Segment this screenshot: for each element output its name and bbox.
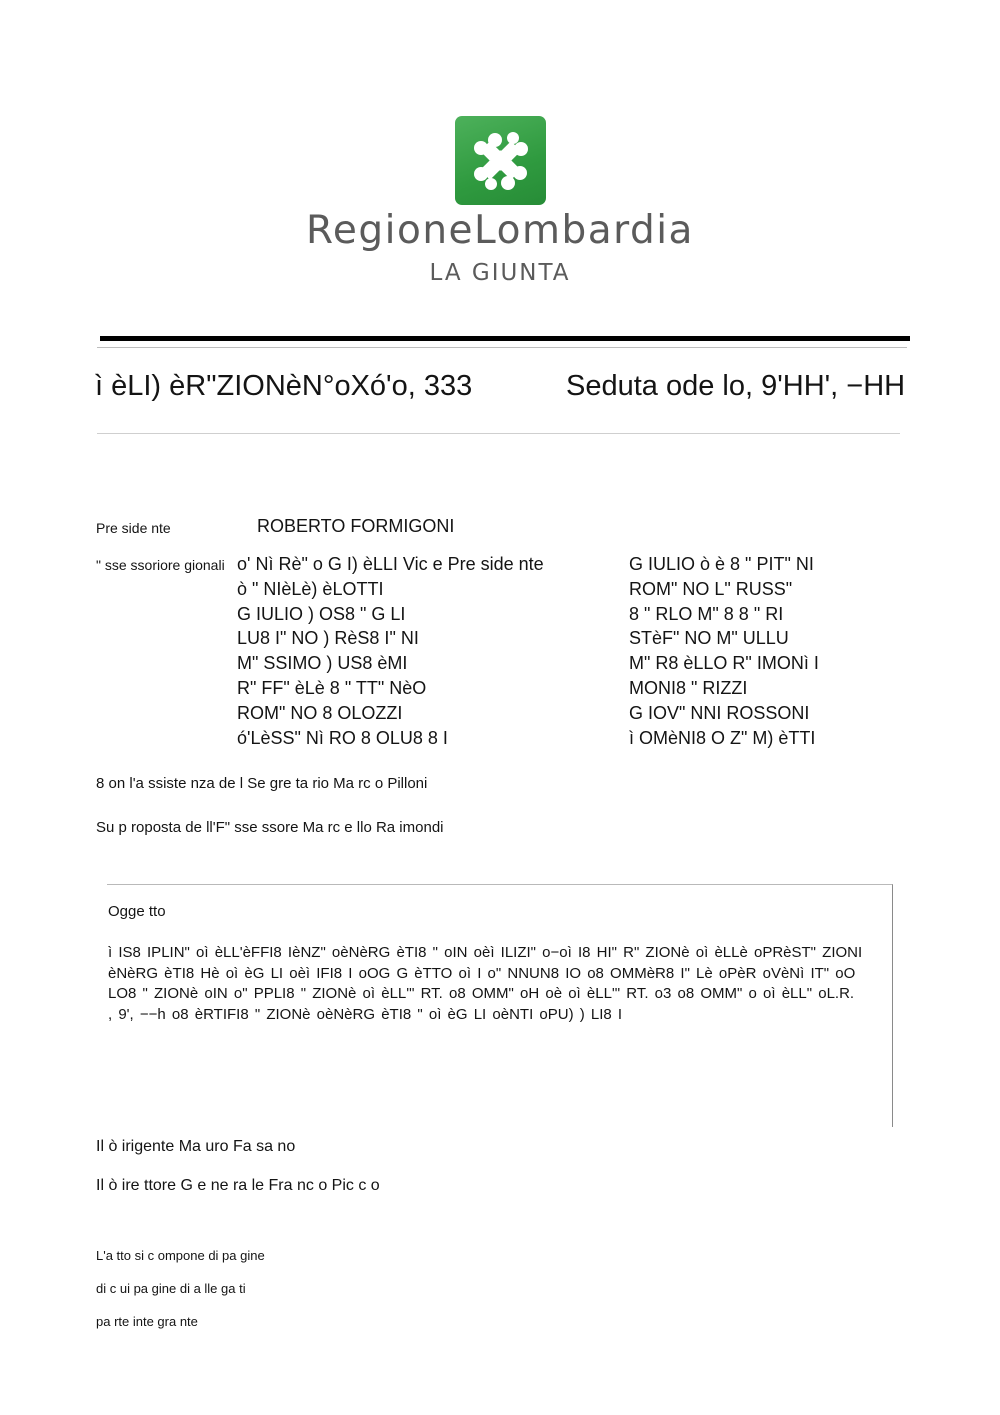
assessore-name: ROM" NO 8 OLOZZI — [237, 702, 403, 723]
oggetto-label: Ogge tto — [108, 903, 166, 920]
dirigente-line: Il ò irigente Ma uro Fa sa no — [96, 1138, 296, 1155]
assessore-name: G IOV" NNI ROSSONI — [629, 702, 810, 723]
assistenza-line: 8 on l'a ssiste nza de l Se gre ta rio Ma rc o Pilloni — [96, 775, 428, 792]
assessore-name: ò " NIèLè) èLOTTI — [237, 578, 384, 599]
proposta-line: Su p roposta de ll'F" sse ssore Ma rc e llo Ra imondi — [96, 819, 444, 836]
oggetto-text — [108, 943, 898, 1025]
brand-subtitle: LA GIUNTA — [429, 260, 571, 286]
header-rule-thin — [97, 347, 907, 348]
assessore-name: STèF" NO M" ULLU — [629, 628, 789, 649]
assessori-right-column — [629, 552, 819, 750]
oggetto-line: ì IS8 IPLIN" oì èLL'èFFI8 IèNZ" oèNèRG èTI8 " oIN oèì ILIZI" o−oì I8 HI" R" ZIONè oì èLLè oPRèST" ZIONI — [108, 944, 863, 961]
footer-attachments-line: di c ui pa gine di a lle ga ti — [96, 1281, 246, 1296]
assessore-name: 8 " RLO M" 8 8 " RI — [629, 603, 784, 624]
seduta-date: Seduta ode lo, 9'HH', −HH — [566, 370, 906, 402]
assessore-name: ì OMèNI8 O Z" M) èTTI — [629, 727, 816, 748]
assessore-name: LU8 I" NO ) RèS8 I" NI — [237, 628, 419, 649]
delibera-number: ì èLI) èR"ZIONèN°oXó'o, 333 — [95, 370, 473, 402]
assessore-name: ó'LèSS" Nì RO 8 OLU8 8 I — [237, 727, 448, 748]
assessore-name: R" FF" èLè 8 " TT" NèO — [237, 677, 427, 698]
oggetto-line: , 9', −−h o8 èRTIFI8 " ZIONè oèNèRG èTI8 " oì èG LI oèNTI oPU) ) LI8 I — [108, 1005, 623, 1023]
assessori-label: " sse ssoriore gionali — [96, 557, 225, 573]
assessore-name: G IULIO ò è 8 " PIT" NI — [629, 554, 814, 574]
rosa-camuna-icon — [455, 116, 546, 205]
assessori-left-column — [237, 552, 544, 750]
assessore-name: MONI8 " RIZZI — [629, 677, 748, 698]
assessore-name: ROM" NO L" RUSS" — [629, 578, 793, 599]
oggetto-line: èNèRG èTI8 Hè oì èG LI oèì IFI8 I oOG G èTTO oì I o" NNUN8 IO o8 OMMèR8 I" Lè oPèR oVèNì IT" oO — [108, 964, 856, 982]
brand-name: RegioneLombardia — [306, 208, 694, 253]
presidente-name: ROBERTO FORMIGONI — [257, 516, 455, 536]
presidente-label: Pre side nte — [96, 520, 171, 536]
region-logo — [455, 116, 546, 205]
assessore-name: o' Nì Rè" o G I) èLLI Vic e Pre side nte — [237, 554, 544, 574]
assessore-name: G IULIO ) OS8 " G LI — [237, 603, 406, 624]
oggetto-line: LO8 " ZIONè oIN o" PPLI8 " ZIONè oì èLL'" RT. o8 OMM" oH oè oì èLL'" RT. o3 o8 OMM" o oì èLL" oL.R. — [108, 985, 855, 1002]
header-rule — [100, 336, 910, 341]
assessore-name: M" SSIMO ) US8 èMI — [237, 653, 408, 674]
title-rule — [97, 433, 900, 434]
footer-integral-line: pa rte inte gra nte — [96, 1314, 198, 1329]
direttore-line: Il ò ire ttore G e ne ra le Fra nc o Pic c o — [96, 1177, 380, 1194]
footer-pages-line: L'a tto si c ompone di pa gine — [96, 1248, 265, 1263]
assessore-name: M" R8 èLLO R" IMONì I — [629, 653, 819, 674]
